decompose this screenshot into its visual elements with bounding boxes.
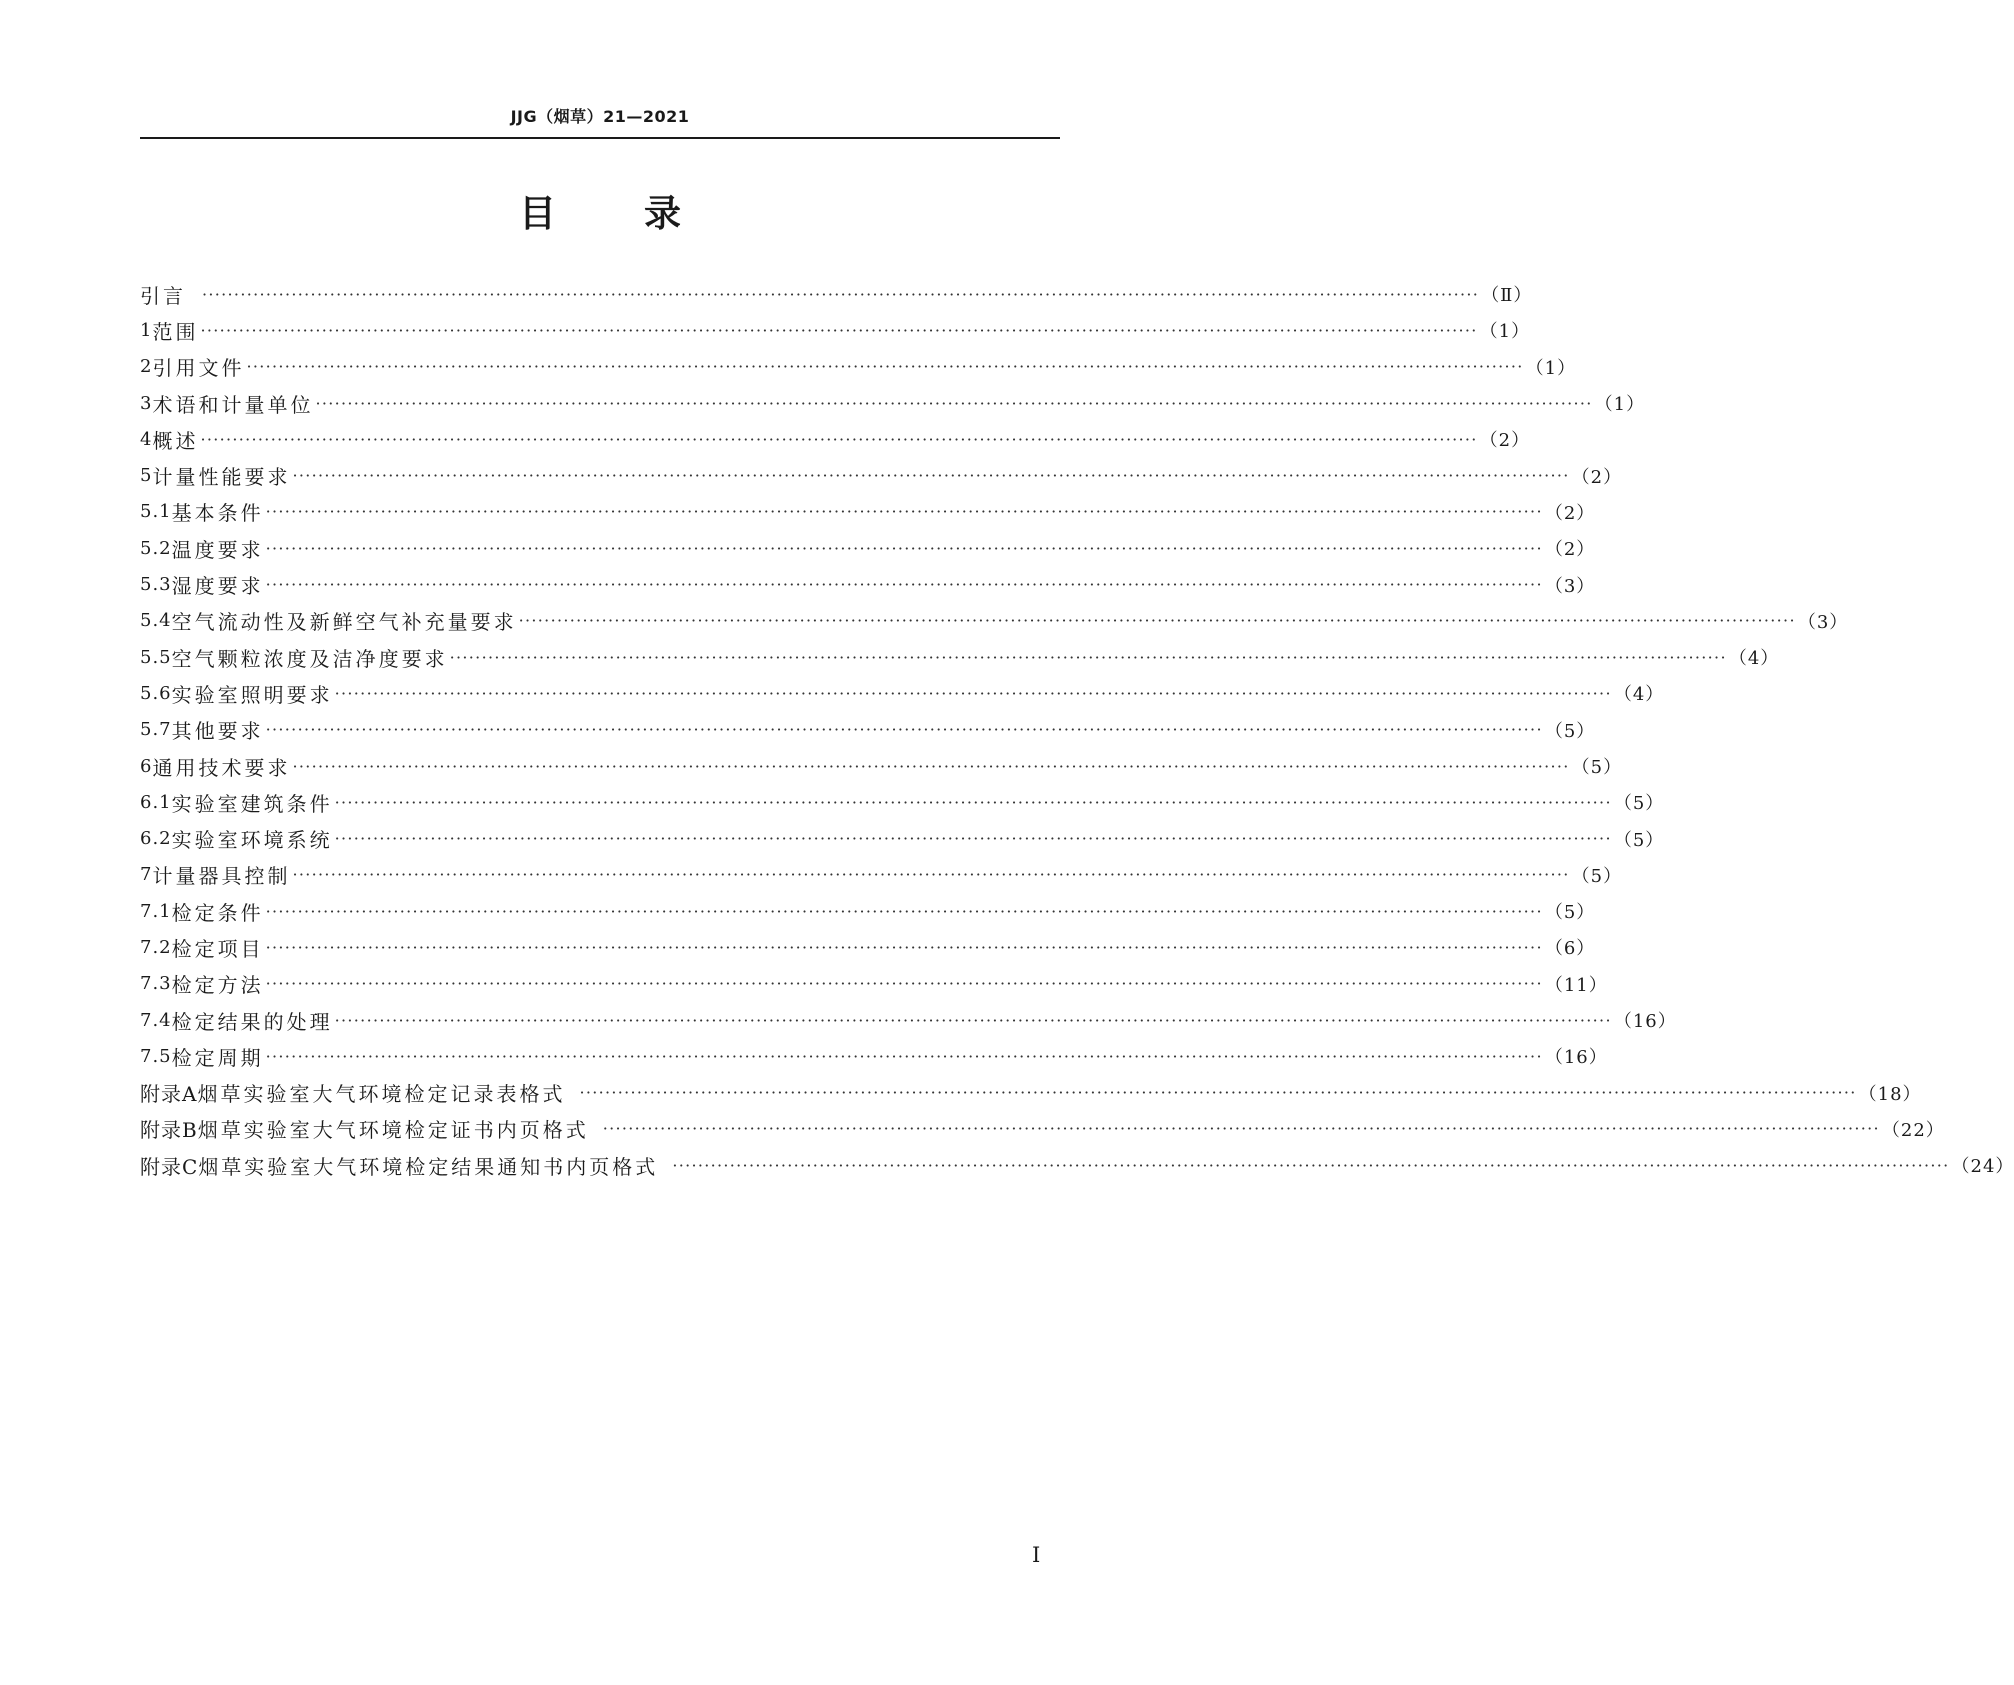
toc-entry-page: （5）: [1613, 829, 1665, 851]
toc-entry-page: （2）: [1544, 502, 1596, 524]
toc-entry-label: 概述: [152, 428, 199, 453]
toc-entry-page: （4）: [1613, 684, 1665, 706]
toc-entry-label: 术语和计量单位: [152, 392, 314, 417]
toc-entry[interactable]: [140, 857, 1623, 893]
toc-entry[interactable]: [140, 494, 1596, 530]
toc-entry[interactable]: [140, 784, 1665, 820]
toc-dot-leader: ········································································································································································································: [265, 937, 1543, 957]
toc-dot-leader: ········································································································································································································: [265, 1046, 1543, 1066]
toc-entry[interactable]: [140, 312, 1531, 348]
toc-entry-number: 附录C: [140, 1154, 199, 1179]
toc-entry-number: 3: [140, 392, 153, 414]
toc-entry-number: 5.2: [140, 537, 172, 559]
toc-entry-number: 6.1: [140, 791, 172, 813]
page-number: I: [1032, 1543, 1041, 1567]
toc-entry-label: 计量器具控制: [152, 864, 291, 889]
toc-dot-leader: ········································································································································································································: [265, 974, 1543, 994]
toc-dot-leader: ········································································································································································································: [579, 1083, 1857, 1103]
toc-entry[interactable]: [140, 566, 1596, 602]
toc-entry-page: （1）: [1479, 321, 1531, 343]
toc-entry-label: 实验室建筑条件: [171, 791, 333, 816]
toc-entry-number: 5.5: [140, 646, 172, 668]
toc-entry-page: （5）: [1571, 757, 1623, 778]
toc-dot-leader: ········································································································································································································: [265, 901, 1543, 921]
toc-dot-leader: ········································································································································································································: [602, 1119, 1880, 1139]
toc-entry[interactable]: [140, 675, 1665, 711]
toc-entry[interactable]: [140, 349, 1577, 385]
toc-entry-number: 6.2: [140, 828, 172, 850]
toc-entry-page: （11）: [1544, 974, 1608, 996]
toc-entry-page: （16）: [1613, 1011, 1677, 1033]
toc-entry-label: 范围: [152, 319, 199, 344]
toc-entry-page: （3）: [1544, 575, 1596, 597]
toc-dot-leader: ········································································································································································································: [246, 357, 1524, 377]
toc-dot-leader: ········································································································································································································: [518, 611, 1796, 631]
toc-dot-leader: ········································································································································································································: [200, 320, 1478, 340]
toc-entry-label: 检定结果的处理: [171, 1009, 333, 1034]
toc-entry-page: （4）: [1728, 648, 1780, 670]
running-header: JJG（烟草）21—2021: [510, 107, 690, 126]
toc-dot-leader: ········································································································································································································: [265, 720, 1543, 740]
toc-entry[interactable]: [140, 276, 1533, 312]
toc-entry-number: 5.3: [140, 574, 172, 596]
toc-dot-leader: ········································································································································································································: [265, 502, 1543, 522]
toc-entry-page: （5）: [1544, 902, 1596, 924]
toc-entry[interactable]: [140, 893, 1596, 929]
toc-entry-number: 7.4: [140, 1009, 172, 1031]
toc-dot-leader: ········································································································································································································: [449, 647, 1727, 667]
toc-entry[interactable]: [140, 929, 1596, 965]
toc-entry-page: （3）: [1797, 611, 1849, 633]
toc-entry-number: 4: [140, 428, 153, 450]
toc-entry[interactable]: [140, 1002, 1677, 1038]
toc-entry-label: 检定条件: [171, 900, 264, 925]
toc-dot-leader: ········································································································································································································: [265, 538, 1543, 558]
header-rule: [140, 137, 1060, 139]
toc-entry-label: 空气流动性及新鲜空气补充量要求: [171, 610, 517, 635]
toc-entry-page: （2）: [1571, 466, 1623, 488]
toc-entry[interactable]: [140, 1147, 2014, 1183]
toc-entry-number: 7: [140, 864, 153, 886]
toc-entry-page: （6）: [1544, 938, 1596, 960]
toc-dot-leader: ········································································································································································································: [200, 429, 1478, 449]
toc-dot-leader: ········································································································································································································: [334, 792, 1612, 812]
toc-entry-page: （1）: [1594, 394, 1646, 416]
toc-dot-leader: ········································································································································································································: [315, 393, 1593, 413]
toc-entry[interactable]: [140, 1111, 1945, 1147]
toc-entry[interactable]: [140, 1075, 1922, 1111]
toc-list: [140, 276, 2014, 1183]
toc-entry-label: 其他要求: [171, 719, 264, 744]
toc-entry-number: 6: [140, 755, 153, 777]
toc-entry-number: 1: [140, 319, 153, 341]
toc-entry-page: （24）: [1951, 1156, 2014, 1178]
toc-dot-leader: ········································································································································································································: [334, 1010, 1612, 1030]
toc-entry[interactable]: [140, 530, 1596, 566]
toc-entry-label: 计量性能要求: [152, 465, 291, 490]
toc-entry[interactable]: [140, 1038, 1608, 1074]
toc-entry-label: 基本条件: [171, 501, 264, 526]
toc-entry-label: 引用文件: [152, 356, 245, 381]
toc-entry-page: （Ⅱ）: [1481, 285, 1533, 307]
toc-entry-number: 5: [140, 465, 153, 487]
toc-entry-label: 烟草实验室大气环境检定记录表格式: [197, 1082, 566, 1107]
toc-entry-label: 检定方法: [171, 973, 264, 998]
toc-dot-leader: ········································································································································································································: [292, 756, 1570, 776]
toc-entry[interactable]: [140, 966, 1608, 1002]
toc-dot-leader: ········································································································································································································: [292, 865, 1570, 885]
toc-dot-leader: ········································································································································································································: [265, 575, 1543, 595]
toc-entry-label: 烟草实验室大气环境检定证书内页格式: [197, 1118, 589, 1143]
toc-dot-leader: ········································································································································································································: [334, 683, 1612, 703]
toc-entry-label: 烟草实验室大气环境检定结果通知书内页格式: [198, 1154, 659, 1179]
toc-entry-label: 湿度要求: [171, 574, 264, 599]
toc-dot-leader: ········································································································································································································: [672, 1155, 1950, 1175]
toc-entry-number: 附录B: [140, 1118, 198, 1143]
toc-entry-page: （1）: [1525, 357, 1577, 379]
toc-title: 目录: [519, 192, 769, 235]
toc-entry-page: （18）: [1858, 1083, 1922, 1105]
toc-entry-page: （5）: [1613, 793, 1665, 815]
toc-entry-number: 7.2: [140, 936, 172, 958]
toc-entry[interactable]: [140, 820, 1665, 856]
toc-entry-page: （2）: [1479, 430, 1531, 452]
toc-entry-label: 检定项目: [171, 936, 264, 961]
toc-entry-page: （5）: [1571, 865, 1623, 887]
toc-dot-leader: ········································································································································································································: [292, 466, 1570, 486]
toc-entry[interactable]: [140, 603, 1849, 639]
toc-entry-page: （22）: [1881, 1119, 1945, 1141]
toc-dot-leader: ········································································································································································································: [334, 829, 1612, 849]
toc-entry-number: 5.4: [140, 610, 172, 632]
toc-entry-number: 5.1: [140, 501, 172, 523]
toc-entry-label: 实验室环境系统: [171, 828, 333, 853]
toc-entry[interactable]: [140, 639, 1780, 675]
toc-entry[interactable]: [140, 385, 1646, 421]
toc-entry-number: 7.1: [140, 900, 172, 922]
toc-entry[interactable]: [140, 748, 1623, 784]
toc-entry-label: 引言: [140, 283, 186, 308]
toc-entry-label: 实验室照明要求: [171, 682, 333, 707]
toc-entry-page: （5）: [1544, 720, 1596, 742]
toc-entry-number: 7.5: [140, 1045, 172, 1067]
toc-entry[interactable]: [140, 712, 1596, 748]
toc-entry-number: 5.7: [140, 719, 172, 741]
toc-entry[interactable]: [140, 457, 1623, 493]
toc-entry-label: 空气颗粒浓度及洁净度要求: [171, 646, 448, 671]
toc-entry-number: 7.3: [140, 973, 172, 995]
toc-entry-number: 2: [140, 356, 153, 378]
toc-dot-leader: ········································································································································································································: [202, 284, 1480, 304]
toc-entry[interactable]: [140, 421, 1531, 457]
toc-entry-label: 检定周期: [171, 1045, 264, 1070]
toc-entry-number: 附录A: [140, 1082, 198, 1107]
toc-entry-label: 温度要求: [171, 537, 264, 562]
toc-entry-label: 通用技术要求: [152, 755, 291, 780]
toc-entry-page: （16）: [1544, 1047, 1608, 1069]
toc-entry-number: 5.6: [140, 682, 172, 704]
toc-entry-page: （2）: [1544, 539, 1596, 561]
